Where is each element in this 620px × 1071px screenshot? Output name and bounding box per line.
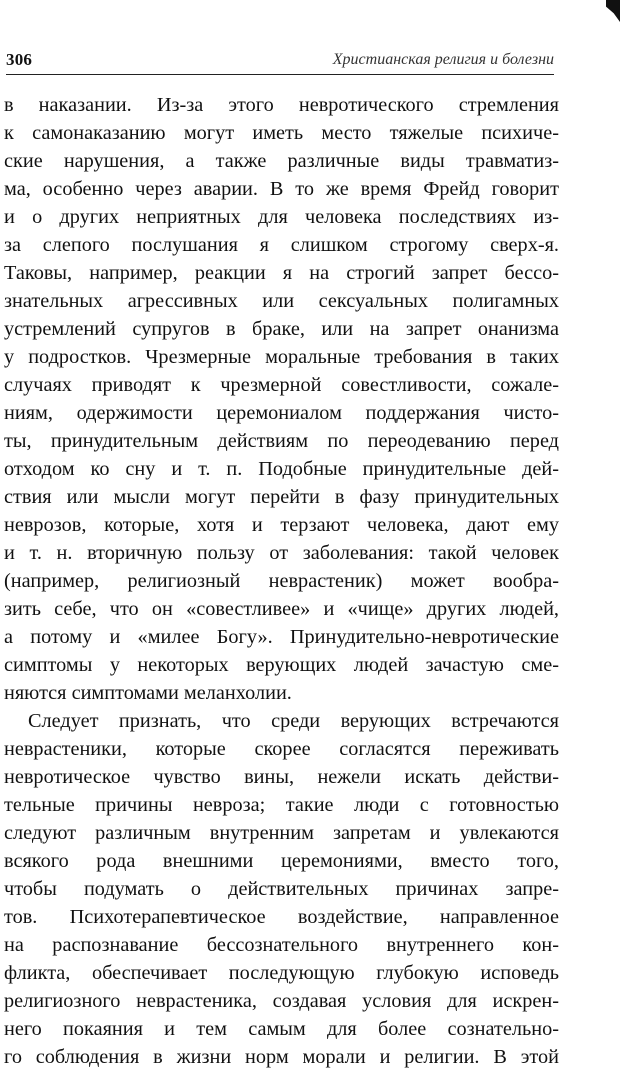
text-line: Следует признать, что среди верующих встречаются — [28, 710, 559, 732]
text-line: а потому и «милее Богу». Принудительно-невротические — [4, 626, 559, 648]
text-line: (например, религиозный неврастеник) может вообра- — [4, 570, 559, 592]
text-line: чтобы подумать о действительных причинах запре- — [4, 878, 559, 900]
page-corner-mark — [606, 0, 620, 22]
text-line: в наказании. Из-за этого невротического стремления — [4, 94, 559, 116]
running-title: Христианская религия и болезни — [332, 51, 554, 68]
paragraph-1 — [4, 91, 559, 707]
text-line: случаях приводят к чрезмерной совестливости, сожале- — [4, 374, 559, 396]
text-line: неврозов, которые, хотя и терзают человека, дают ему — [4, 514, 559, 536]
text-line: всякого рода внешними церемониями, вместо того, — [4, 850, 559, 872]
text-line: религиозного неврастеника, создавая условия для искрен- — [4, 990, 559, 1012]
text-line: и т. н. вторичную пользу от заболевания: такой человек — [4, 542, 559, 564]
text-line: няются симптомами меланхолии. — [4, 682, 292, 704]
text-line: отходом ко сну и т. п. Подобные принудительные дей- — [4, 458, 559, 480]
text-line: ниям, одержимости церемониалом поддержания чисто- — [4, 402, 559, 424]
text-line: устремлений супругов в браке, или на запрет онанизма — [4, 318, 559, 340]
text-line: ствия или мысли могут перейти в фазу принудительных — [4, 486, 559, 508]
text-line: тов. Психотерапевтическое воздействие, направленное — [4, 906, 559, 928]
text-line: за слепого послушания я слишком строгому сверх-я. — [4, 234, 559, 256]
text-line: зить себе, что он «совестливее» и «чище» других людей, — [4, 598, 559, 620]
text-line: фликта, обеспечивает последующую глубокую исповедь — [4, 962, 559, 984]
text-line: ские нарушения, а также различные виды травматиз- — [4, 150, 559, 172]
text-line: него покаяния и тем самым для более сознательно- — [4, 1018, 559, 1040]
body-text — [4, 91, 559, 1071]
text-line: и о других неприятных для человека последствиях из- — [4, 206, 559, 228]
text-line: тельные причины невроза; такие люди с готовностью — [4, 794, 559, 816]
text-line: го соблюдения в жизни норм морали и религии. В этой — [4, 1046, 559, 1068]
text-line: на распознавание бессознательного внутреннего кон- — [4, 934, 559, 956]
text-line: неврастеники, которые скорее согласятся переживать — [4, 738, 559, 760]
paragraph-2 — [4, 707, 559, 1071]
text-line: ты, принудительным действиям по переодеванию перед — [4, 430, 559, 452]
text-line: ма, особенно через аварии. В то же время Фрейд говорит — [4, 178, 559, 200]
text-line: к самонаказанию могут иметь место тяжелые психиче- — [4, 122, 559, 144]
text-line: Таковы, например, реакции я на строгий запрет бессо- — [4, 262, 559, 284]
text-line: симптомы у некоторых верующих людей зачастую сме- — [4, 654, 559, 676]
text-line: невротическое чувство вины, нежели искать действи- — [4, 766, 559, 788]
text-line: у подростков. Чрезмерные моральные требования в таких — [4, 346, 559, 368]
text-line: знательных агрессивных или сексуальных полигамных — [4, 290, 559, 312]
page-number: 306 — [6, 50, 33, 69]
running-head — [6, 48, 554, 75]
text-line: следуют различным внутренним запретам и увлекаются — [4, 822, 559, 844]
